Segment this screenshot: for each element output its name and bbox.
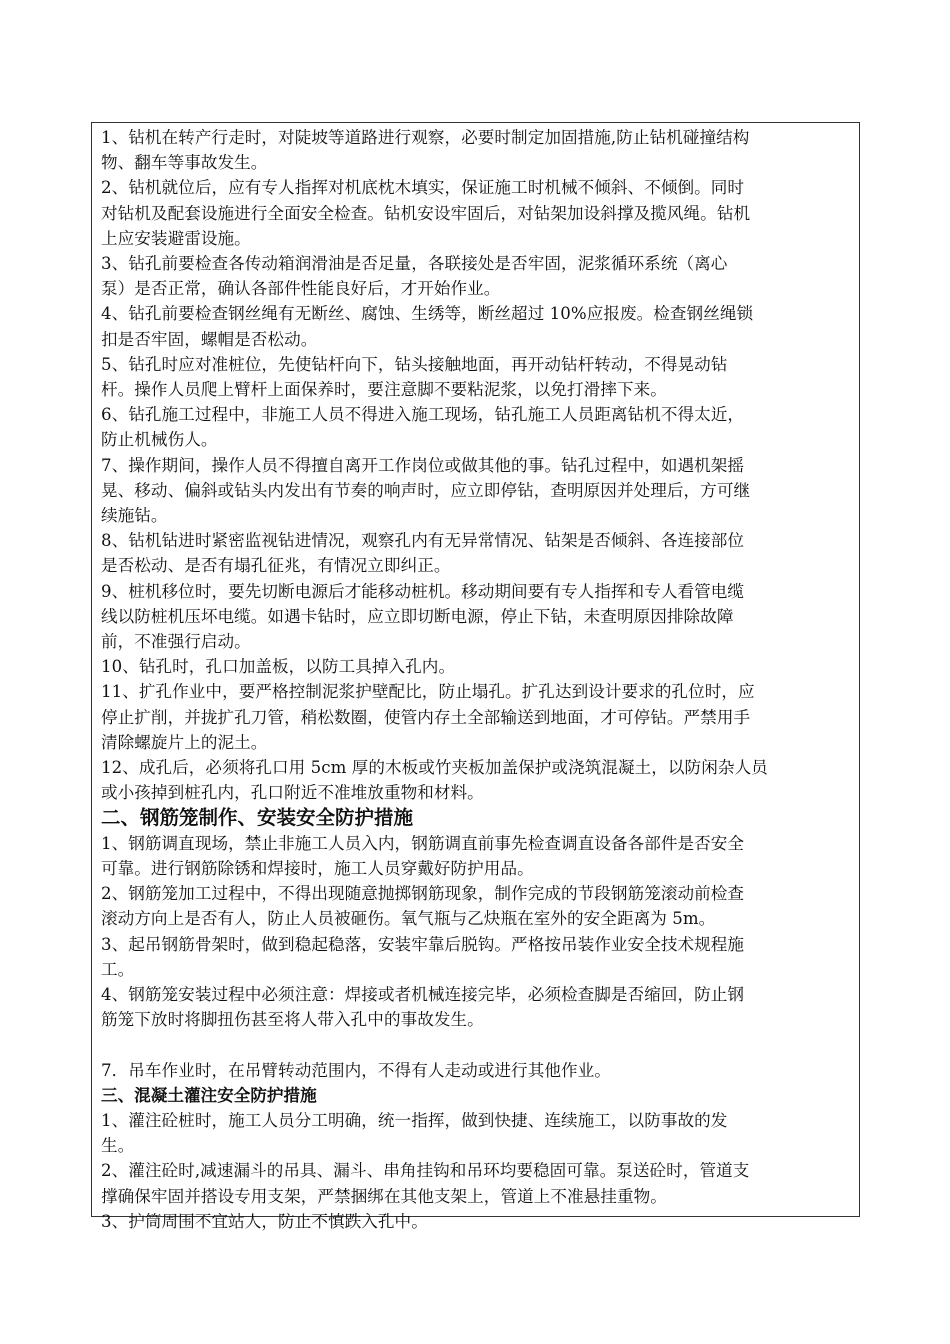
text-line: 可靠。进行钢筋除锈和焊接时，施工人员穿戴好防护用品。 (101, 858, 534, 878)
text-line: 1、钻机在转产行走时，对陡坡等道路进行观察，必要时制定加固措施,防止钻机碰撞结构 (101, 128, 750, 147)
section-1-body (101, 125, 850, 805)
text-line: 工。 (101, 959, 135, 979)
content-table-cell (91, 122, 860, 1231)
text-line: 2、钻机就位后，应有专人指挥对机底枕木填实，保证施工时机械不倾斜、不倾倒。同时 (101, 178, 745, 198)
text-line: 停止扩削，并拢扩孔刀管，稍松数圈，使管内存土全部输送到地面，才可停钻。严禁用手 (101, 707, 751, 727)
text-line: 滚动方向上是否有人，防止人员被砸伤。氧气瓶与乙炔瓶在室外的安全距离为 5m。 (101, 909, 716, 929)
text-line: 前，不准强行启动。 (101, 632, 251, 652)
text-line: 6、钻孔施工过程中，非施工人员不得进入施工现场，钻孔施工人员距离钻机不得太近， (101, 405, 745, 425)
text-line: 扣是否牢固，螺帽是否松动。 (101, 329, 318, 349)
text-line: 9、桩机移位时，要先切断电源后才能移动桩机。移动期间要有专人指挥和专人看管电缆 (101, 581, 745, 601)
text-line: 11、扩孔作业中，要严格控制泥浆护壁配比，防止塌孔。扩孔达到设计要求的孔位时，应 (101, 682, 755, 702)
text-line: 7．吊车作业时，在吊臂转动范围内，不得有人走动或进行其他作业。 (101, 1060, 611, 1080)
text-line: 是否松动、是否有塌孔征兆，有情况立即纠正。 (101, 556, 451, 576)
text-line: 清除螺旋片上的泥土。 (101, 732, 268, 752)
text-line: 10、钻孔时，孔口加盖板，以防工具掉入孔内。 (101, 657, 456, 677)
section-2-heading: 二、钢筋笼制作、安装安全防护措施 (101, 806, 414, 830)
text-line: 泵）是否正常，确认各部件性能良好后，才开始作业。 (101, 279, 501, 299)
text-line: 8、钻机钻进时紧密监视钻进情况，观察孔内有无异常情况、钻架是否倾斜、各连接部位 (101, 531, 745, 551)
text-line: 1、灌注砼桩时，施工人员分工明确，统一指挥，做到快捷、连续施工，以防事故的发 (101, 1110, 728, 1130)
section-3-body (101, 1108, 850, 1234)
text-line: 线以防桩机压坏电缆。如遇卡钻时，应立即切断电源，停止下钻，未查明原因排除故障 (101, 606, 734, 626)
text-line: 1、钢筋调直现场，禁止非施工人员入内，钢筋调直前事先检查调直设备各部件是否安全 (101, 833, 745, 853)
text-line: 3、护筒周围不宜站人，防止不慎跌入孔中。 (101, 1211, 428, 1231)
text-line: 4、钢筋笼安装过程中必须注意：焊接或者机械连接完毕，必须检查脚是否缩回，防止钢 (101, 984, 745, 1004)
text-line: 续施钻。 (101, 506, 168, 526)
text-line: 5、钻孔时应对准桩位，先使钻杆向下，钻头接触地面，再开动钻杆转动，不得晃动钻 (101, 354, 728, 374)
text-line: 2、灌注砼时,减速漏斗的吊具、漏斗、串角挂钩和吊环均要稳固可靠。泵送砼时，管道支 (101, 1161, 750, 1181)
text-line: 晃、移动、偏斜或钻头内发出有节奏的响声时，应立即停钻，查明原因并处理后，方可继 (101, 480, 751, 500)
text-line: 筋笼下放时将脚扭伤甚至将人带入孔中的事故发生。 (101, 1010, 484, 1030)
text-line: 撑确保牢固并搭设专用支架，严禁捆绑在其他支架上，管道上不准悬挂重物。 (101, 1186, 667, 1206)
text-line: 对钻机及配套设施进行全面安全检查。钻机安设牢固后，对钻架加设斜撑及揽风绳。钻机 (101, 203, 751, 223)
text-line: 上应安装避雷设施。 (101, 228, 251, 248)
text-line: 物、翻车等事故发生。 (101, 153, 268, 173)
text-line: 或小孩掉到桩孔内，孔口附近不准堆放重物和材料。 (101, 783, 484, 803)
text-line: 防止机械伤人。 (101, 430, 218, 450)
text-line: 2、钢筋笼加工过程中，不得出现随意抛掷钢筋现象，制作完成的节段钢筋笼滚动前检查 (101, 884, 745, 904)
blank-line (101, 1032, 850, 1057)
text-line: 12、成孔后，必须将孔口用 5cm 厚的木板或竹夹板加盖保护或浇筑混凝土，以防闲杂人员 (101, 758, 768, 778)
text-line: 3、钻孔前要检查各传动箱润滑油是否足量，各联接处是否牢固，泥浆循环系统（离心 (101, 254, 728, 274)
text-line: 7、操作期间，操作人员不得擅自离开工作岗位或做其他的事。钻孔过程中，如遇机架摇 (101, 455, 745, 475)
section-2-body (101, 831, 850, 1083)
text-line: 生。 (101, 1136, 135, 1156)
text-line: 4、钻孔前要检查钢丝绳有无断丝、腐蚀、生绣等，断丝超过 10%应报废。检查钢丝绳锁 (101, 304, 754, 324)
text-line: 3、起吊钢筋骨架时，做到稳起稳落，安装牢靠后脱钩。严格按吊装作业安全技术规程施 (101, 934, 745, 954)
text-line: 杆。操作人员爬上臂杆上面保养时，要注意脚不要粘泥浆，以免打滑摔下来。 (101, 380, 667, 400)
section-3-heading: 三、混凝土灌注安全防护措施 (101, 1085, 317, 1105)
